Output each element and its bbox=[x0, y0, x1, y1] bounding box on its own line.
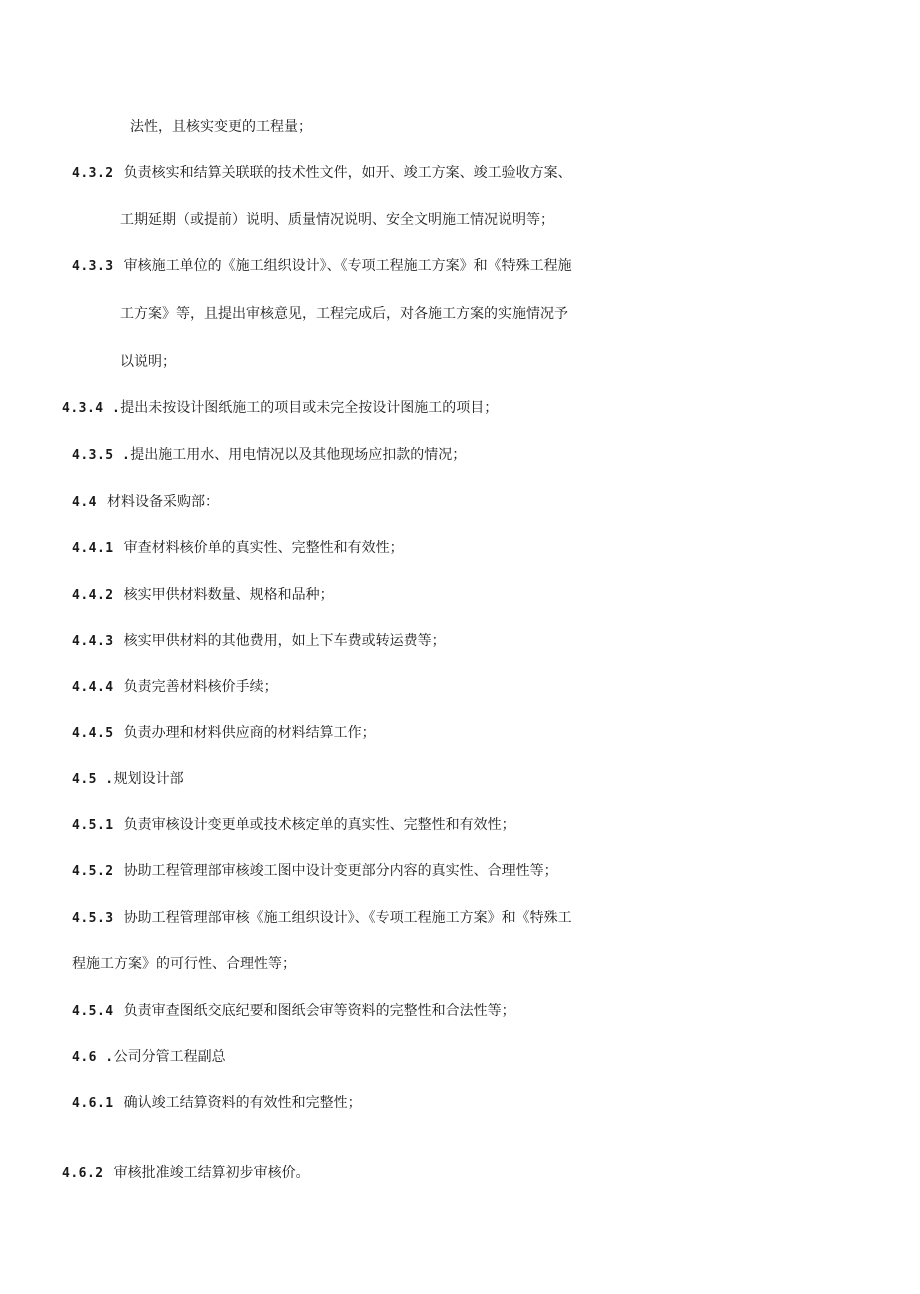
line-text: 法性，且核实变更的工程量； bbox=[130, 119, 312, 135]
line-text: 负责核实和结算关联联的技术性文件，如开、竣工方案、竣工验收方案、 bbox=[123, 165, 572, 181]
line-text: 负责办理和材料供应商的材料结算工作； bbox=[123, 725, 376, 741]
clause-number: 4.6 . bbox=[72, 1050, 114, 1065]
line-text: 审核批准竣工结算初步审核价。 bbox=[113, 1165, 310, 1181]
clause-4-4-2 bbox=[72, 586, 334, 605]
line-text: 核实甲供材料的其他费用，如上下车费或转运费等； bbox=[123, 633, 446, 649]
clause-number: 4.6.1 bbox=[72, 1096, 114, 1111]
clause-4-3-3 bbox=[72, 257, 572, 276]
clause-4-6-1 bbox=[72, 1094, 362, 1113]
line-text: 以说明； bbox=[120, 354, 176, 370]
clause-4-6-2 bbox=[62, 1164, 310, 1183]
clause-number: 4.4.5 bbox=[72, 726, 114, 741]
clause-number: 4.5.1 bbox=[72, 818, 114, 833]
line-text: 负责审核设计变更单或技术核定单的真实性、完整性和有效性； bbox=[123, 817, 516, 833]
line-text: 工期延期（或提前）说明、质量情况说明、安全文明施工情况说明等； bbox=[120, 212, 554, 228]
clause-4-3-4 bbox=[62, 399, 498, 418]
clause-number: 4.4.1 bbox=[72, 541, 114, 556]
line-text: 程施工方案》的可行性、合理性等； bbox=[72, 956, 296, 972]
section-4-5 bbox=[72, 770, 184, 789]
clause-number: 4.5.4 bbox=[72, 1004, 114, 1019]
line-text: 规划设计部 bbox=[113, 771, 184, 787]
line-text: 核实甲供材料数量、规格和品种； bbox=[123, 587, 334, 603]
clause-4-4-1 bbox=[72, 539, 404, 558]
clause-number: 4.3.4 . bbox=[62, 401, 121, 416]
clause-number: 4.6.2 bbox=[62, 1166, 104, 1181]
clause-number: 4.4 bbox=[72, 495, 97, 510]
clause-number: 4.5 . bbox=[72, 772, 114, 787]
clause-4-4-5 bbox=[72, 724, 376, 743]
clause-number: 4.3.2 bbox=[72, 166, 114, 181]
clause-4-5-3 bbox=[72, 909, 572, 928]
clause-number: 4.3.5 . bbox=[72, 448, 131, 463]
clause-4-3-5 bbox=[72, 446, 466, 465]
clause-4-4-3 bbox=[72, 632, 446, 651]
text-line bbox=[120, 305, 568, 323]
text-line bbox=[72, 955, 296, 973]
clause-4-3-2 bbox=[72, 164, 572, 183]
clause-4-4-4 bbox=[72, 678, 278, 697]
line-text: 审查材料核价单的真实性、完整性和有效性； bbox=[123, 540, 404, 556]
clause-4-5-1 bbox=[72, 816, 516, 835]
clause-4-5-2 bbox=[72, 862, 558, 881]
line-text: 负责审查图纸交底纪要和图纸会审等资料的完整性和合法性等； bbox=[123, 1003, 516, 1019]
section-4-4 bbox=[72, 493, 219, 512]
clause-number: 4.3.3 bbox=[72, 259, 114, 274]
text-line bbox=[120, 353, 176, 371]
clause-number: 4.4.4 bbox=[72, 680, 114, 695]
clause-number: 4.5.2 bbox=[72, 864, 114, 879]
line-text: 协助工程管理部审核《施工组织设计》、《专项工程施工方案》和《特殊工 bbox=[123, 910, 572, 926]
clause-number: 4.4.3 bbox=[72, 634, 114, 649]
line-text: 确认竣工结算资料的有效性和完整性； bbox=[123, 1095, 362, 1111]
line-text: 公司分管工程副总 bbox=[113, 1049, 226, 1065]
line-text: 协助工程管理部审核竣工图中设计变更部分内容的真实性、合理性等； bbox=[123, 863, 558, 879]
line-text: 材料设备采购部： bbox=[106, 494, 219, 510]
section-4-6 bbox=[72, 1048, 226, 1067]
line-text: 审核施工单位的《施工组织设计》、《专项工程施工方案》和《特殊工程施 bbox=[123, 258, 572, 274]
line-text: 提出施工用水、用电情况以及其他现场应扣款的情况； bbox=[130, 447, 467, 463]
text-line bbox=[120, 211, 554, 229]
clause-4-5-4 bbox=[72, 1002, 516, 1021]
clause-number: 4.5.3 bbox=[72, 911, 114, 926]
line-text: 负责完善材料核价手续； bbox=[123, 679, 278, 695]
line-text: 工方案》等，且提出审核意见，工程完成后，对各施工方案的实施情况予 bbox=[120, 306, 568, 322]
text-line bbox=[130, 118, 312, 136]
clause-number: 4.4.2 bbox=[72, 588, 114, 603]
line-text: 提出未按设计图纸施工的项目或未完全按设计图施工的项目； bbox=[120, 400, 499, 416]
